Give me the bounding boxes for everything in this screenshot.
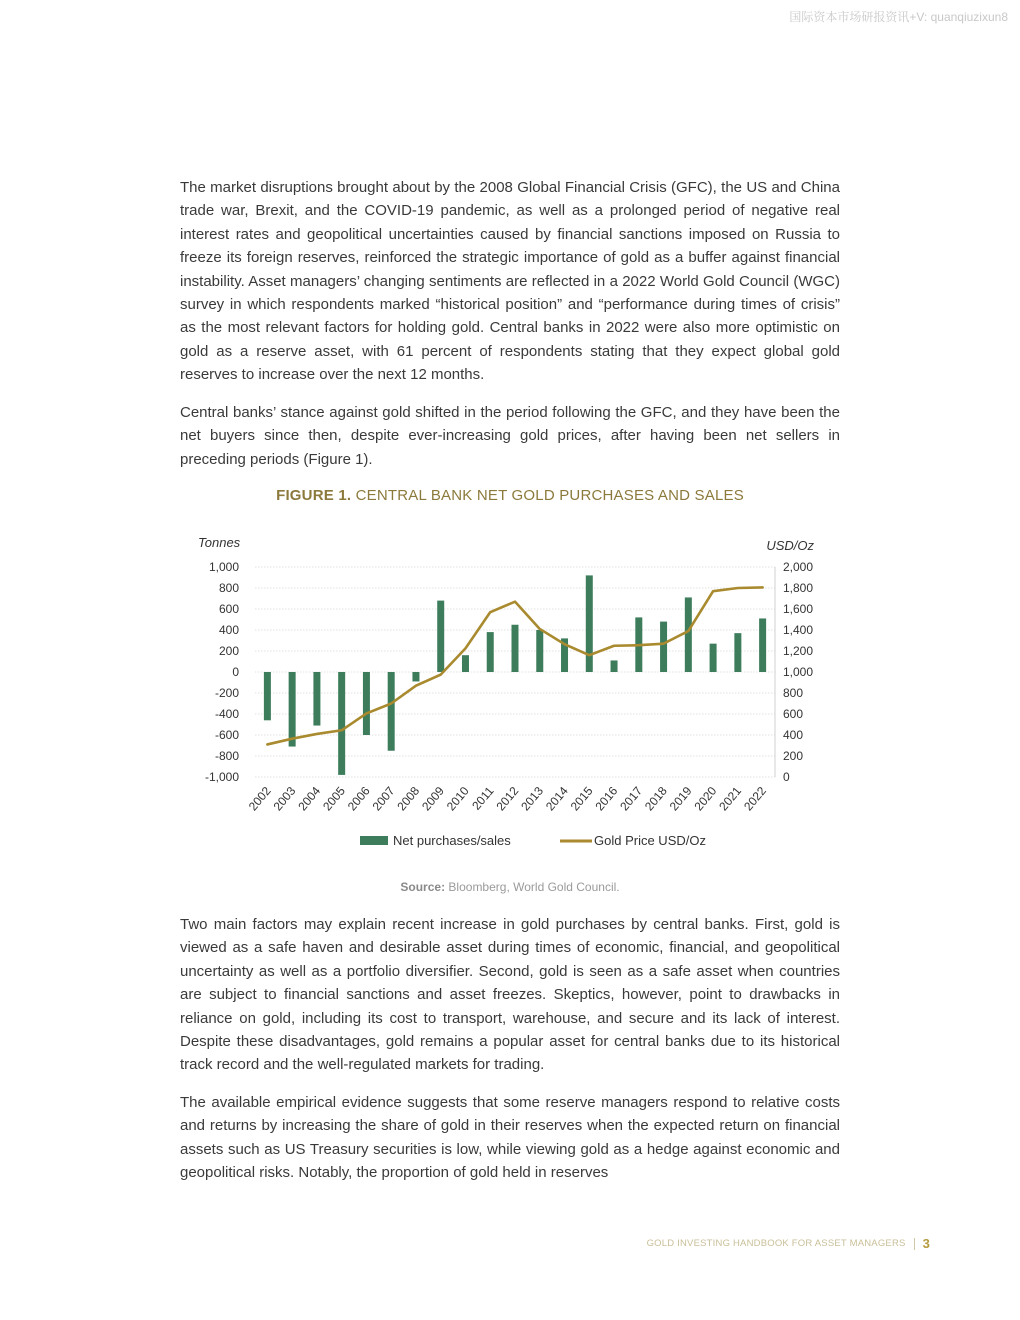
x-tick-label: 2020 <box>691 783 720 814</box>
bar-series <box>264 575 766 775</box>
figure-caption: CENTRAL BANK NET GOLD PURCHASES AND SALES <box>355 487 744 504</box>
x-tick-label: 2008 <box>394 783 423 814</box>
x-tick-label: 2017 <box>617 783 646 814</box>
net-gold-purchases-chart <box>180 525 840 865</box>
y-tick-label: -400 <box>214 707 239 721</box>
paragraph-1: The market disruptions brought about by the 2008 Global Financial Crisis (GFC), the US and China trade war, Brexit, and the COVID-19 pandemic, as well as a prolonged period of negative real interest rates and geopolitical uncertainties caused by financial sanctions imposed on Russia to freeze its foreign reserves, reinforced the strategic importance of gold as a buffer against financial instability. Asset managers’ changing sentiments are reflected in a 2022 World Gold Council (WGC) survey in which respondents marked “historical position” and “performance during times of crisis” as the most relevant factors for holding gold. Central banks in 2022 were also more optimistic on gold as a reserve asset, with 61 percent of respondents stating that they expect global gold reserves to increase over the next 12 months. <box>180 179 840 384</box>
x-tick-label: 2014 <box>542 783 571 814</box>
bar-2011 <box>487 632 494 672</box>
x-tick-label: 2022 <box>741 783 769 814</box>
y-tick-label: 800 <box>218 581 239 595</box>
x-tick-label: 2016 <box>592 783 621 814</box>
y-tick-label: 200 <box>218 644 239 658</box>
y2-tick-label: 1,400 <box>783 623 814 637</box>
x-tick-label: 2005 <box>320 783 348 814</box>
axes <box>205 560 813 813</box>
y-axis-title: Tonnes <box>198 535 241 550</box>
x-tick-label: 2009 <box>419 783 448 814</box>
x-tick-label: 2012 <box>493 783 522 814</box>
figure-title <box>180 487 840 504</box>
x-tick-label: 2018 <box>641 783 670 814</box>
bar-2021 <box>734 633 741 672</box>
y2-tick-label: 400 <box>783 728 804 742</box>
footer-divider <box>914 1238 915 1250</box>
y2-tick-label: 1,200 <box>783 644 814 658</box>
bar-2013 <box>536 630 543 672</box>
y2-tick-label: 1,600 <box>783 602 814 616</box>
y-tick-label: 600 <box>218 602 239 616</box>
y2-tick-label: 1,800 <box>783 581 814 595</box>
y2-tick-label: 200 <box>783 749 804 763</box>
legend-bar-label: Net purchases/sales <box>393 833 511 848</box>
paragraph-3: Two main factors may explain recent increase in gold purchases by central banks. First, gold is viewed as a safe haven and desirable asset during times of economic, financial, and geopolitical uncertainty as well as a portfolio diversifier. Second, gold is seen as a safe asset when countries are subject to financial sanctions and asset freezes. Skeptics, however, point to drawbacks in reliance on gold, including its cost to transport, warehouse, and secure and its lack of interest. Despite these disadvantages, gold remains a popular asset for central banks due to its historical track record and the well-regulated markets for trading. <box>180 916 840 1074</box>
source-text: Bloomberg, World Gold Council. <box>448 880 620 894</box>
bar-2012 <box>512 625 519 672</box>
legend-bar-swatch <box>360 836 388 845</box>
footer-title: GOLD INVESTING HANDBOOK FOR ASSET MANAGERS <box>646 1238 906 1249</box>
bar-2004 <box>313 672 320 726</box>
x-tick-label: 2006 <box>344 783 373 814</box>
bar-2009 <box>437 601 444 672</box>
bar-2015 <box>586 575 593 672</box>
y2-tick-label: 1,000 <box>783 665 814 679</box>
page-footer <box>647 1236 930 1251</box>
paragraph-4: The available empirical evidence suggests that some reserve managers respond to relative costs and returns by increasing the share of gold in their reserves when the expected return on financial assets such as US Treasury securities is low, while viewing gold as a hedge against economic and geopolitical risks. Notably, the proportion of gold held in reserves <box>180 1094 840 1182</box>
x-tick-label: 2004 <box>295 783 324 814</box>
figure-source <box>180 880 840 894</box>
bar-2005 <box>338 672 345 775</box>
x-tick-label: 2011 <box>469 783 497 813</box>
y-tick-label: 0 <box>232 665 239 679</box>
paragraph-2: Central banks’ stance against gold shifted in the period following the GFC, and they have been the net buyers since then, despite ever-increasing gold prices, after having been net sellers in preceding periods (Figure 1). <box>180 404 840 468</box>
bar-2002 <box>264 672 271 720</box>
y2-tick-label: 0 <box>783 770 790 784</box>
bar-2008 <box>412 672 419 681</box>
y-tick-label: -1,000 <box>204 770 239 784</box>
bar-2016 <box>611 660 618 672</box>
y2-tick-label: 800 <box>783 686 804 700</box>
y-tick-label: -600 <box>214 728 239 742</box>
legend-line-label: Gold Price USD/Oz <box>594 833 706 848</box>
x-tick-label: 2015 <box>567 783 596 814</box>
figure-label: FIGURE 1. <box>276 487 352 504</box>
bar-2022 <box>759 618 766 672</box>
y2-tick-label: 600 <box>783 707 804 721</box>
bar-2019 <box>685 597 692 672</box>
x-tick-label: 2010 <box>443 783 472 814</box>
y-tick-label: 400 <box>218 623 239 637</box>
bar-2020 <box>710 644 717 672</box>
y-tick-label: 1,000 <box>208 560 239 574</box>
y2-tick-label: 2,000 <box>783 560 814 574</box>
y-tick-label: -800 <box>214 749 239 763</box>
bar-2003 <box>289 672 296 747</box>
bar-2006 <box>363 672 370 735</box>
x-tick-label: 2002 <box>245 783 274 814</box>
bar-2010 <box>462 655 469 672</box>
y2-axis-title: USD/Oz <box>766 538 814 553</box>
x-tick-label: 2019 <box>666 783 695 814</box>
y-tick-label: -200 <box>214 686 239 700</box>
source-label: Source: <box>400 880 446 894</box>
page-number: 3 <box>922 1236 930 1251</box>
bar-2018 <box>660 622 667 672</box>
x-tick-label: 2021 <box>716 783 745 814</box>
bar-2007 <box>388 672 395 751</box>
chart-legend <box>360 833 706 848</box>
x-tick-label: 2003 <box>270 783 299 814</box>
x-tick-label: 2013 <box>518 783 547 814</box>
x-tick-label: 2007 <box>369 783 398 814</box>
watermark: 国际资本市场研报资讯+V: quanqiuzixun8 <box>789 10 1008 24</box>
